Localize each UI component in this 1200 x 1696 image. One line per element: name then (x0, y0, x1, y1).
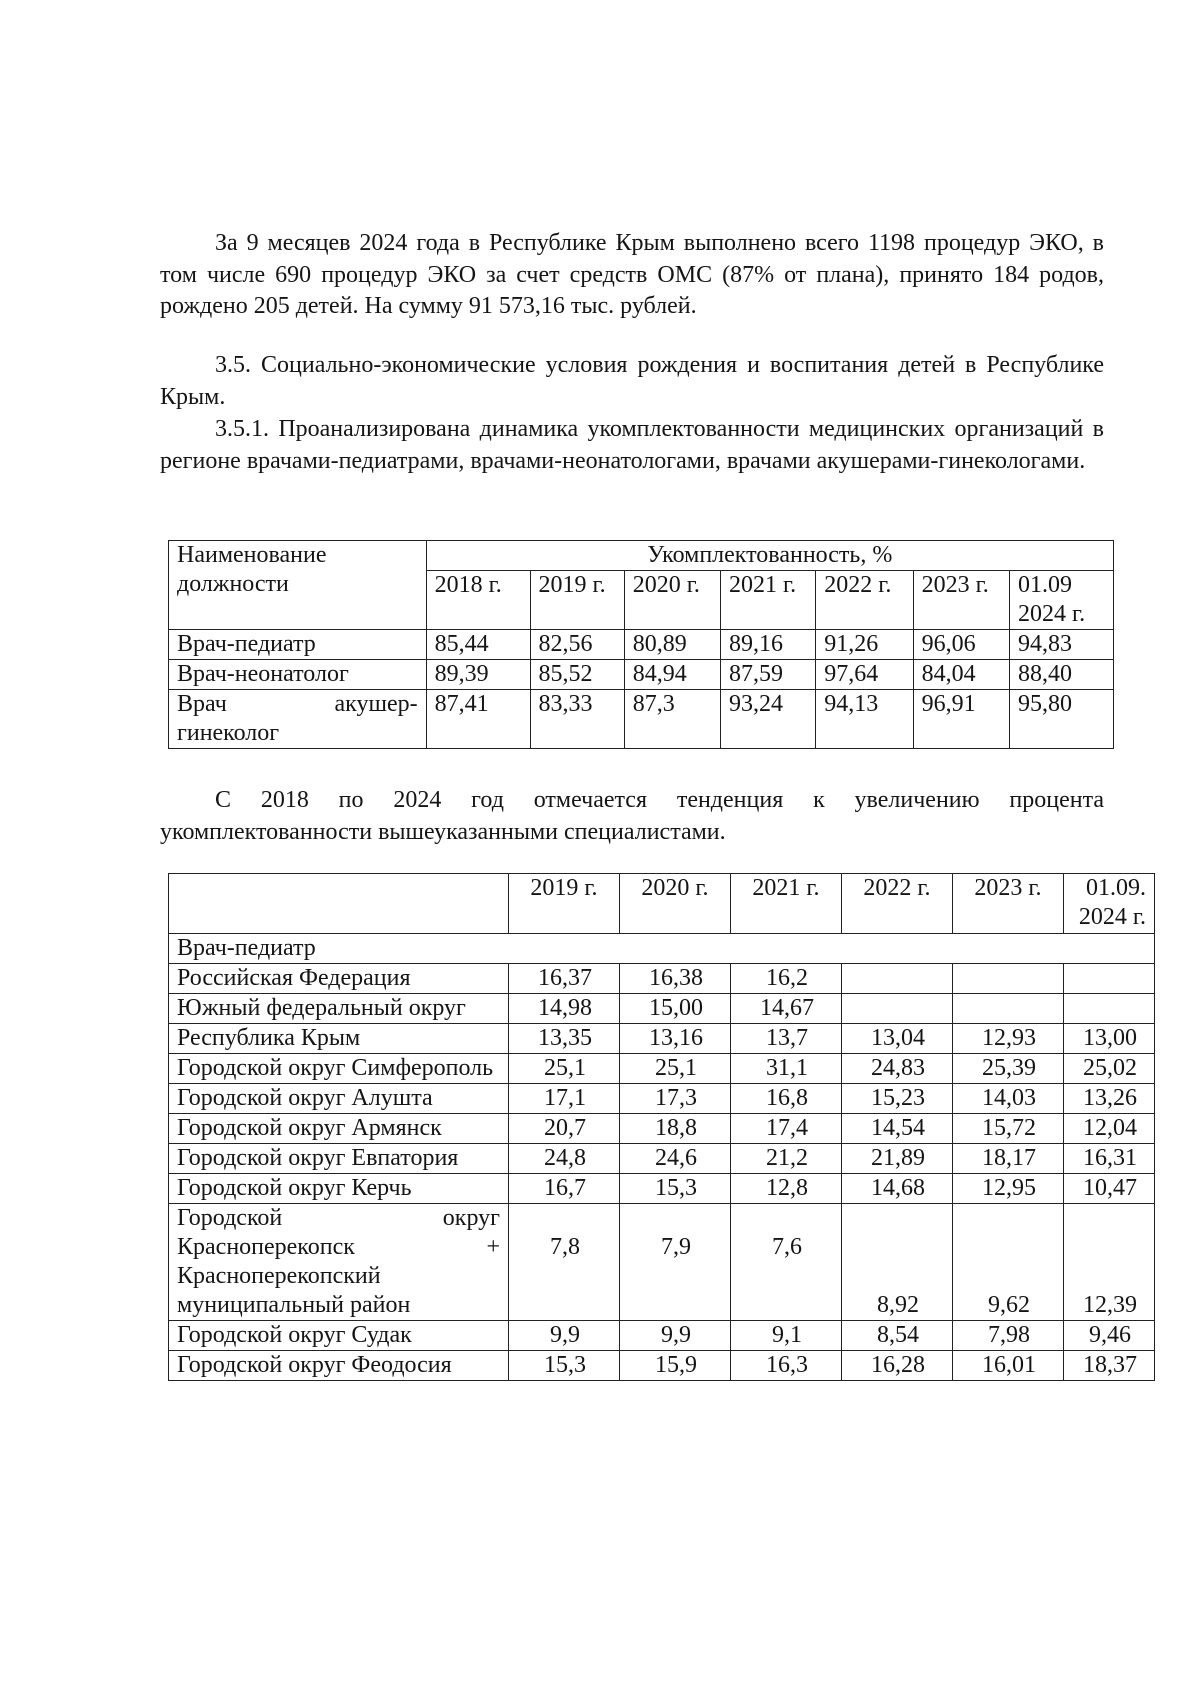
year-header: 2023 г. (953, 874, 1064, 934)
year-header: 2018 г. (426, 571, 530, 630)
cell-value: 25,1 (620, 1054, 731, 1084)
cell-value: 10,47 (1064, 1174, 1155, 1204)
cell-value (953, 964, 1064, 994)
row-name: Городской округ Армянск (169, 1114, 509, 1144)
cell-value: 9,9 (620, 1321, 731, 1351)
pediatrician-table (168, 873, 1155, 1381)
cell-value: 15,9 (620, 1351, 731, 1381)
row-name: Российская Федерация (169, 964, 509, 994)
cell-value: 15,23 (842, 1084, 953, 1114)
cell-value: 94,13 (816, 690, 913, 749)
cell-value: 95,80 (1010, 690, 1114, 749)
cell-value: 13,04 (842, 1024, 953, 1054)
cell-value: 84,94 (624, 660, 720, 690)
cell-value: 16,38 (620, 964, 731, 994)
year-header: 2021 г. (721, 571, 816, 630)
table-row (169, 630, 1114, 660)
cell-value: 9,1 (731, 1321, 842, 1351)
cell-value: 96,91 (913, 690, 1009, 749)
cell-value: 13,26 (1064, 1084, 1155, 1114)
cell-value: 16,8 (731, 1084, 842, 1114)
cell-value: 87,3 (624, 690, 720, 749)
cell-value (1064, 964, 1155, 994)
cell-value: 12,8 (731, 1174, 842, 1204)
cell-value: 24,8 (509, 1144, 620, 1174)
cell-value: 83,33 (530, 690, 624, 749)
paragraph-section-3-5-1: 3.5.1. Проанализирована динамика укомплектованности медицинских организаций в регионе врачами-педиатрами, врачами-неонатологами, врачами акушерами-гинекологами. (160, 416, 1104, 474)
cell-value: 87,41 (426, 690, 530, 749)
table-row (169, 1204, 1155, 1321)
table-row (169, 964, 1155, 994)
year-header: 01.09. 2024 г. (1064, 874, 1155, 934)
year-header: 2020 г. (620, 874, 731, 934)
cell-value: 16,37 (509, 964, 620, 994)
cell-value: 18,37 (1064, 1351, 1155, 1381)
row-name: Городской округ Красноперекопск + Красноперекопский муниципальный район (169, 1204, 509, 1321)
cell-value: 84,04 (913, 660, 1009, 690)
table-header-row (169, 874, 1155, 934)
cell-value: 15,3 (509, 1351, 620, 1381)
cell-value: 7,6 (731, 1204, 842, 1321)
cell-value: 8,54 (842, 1321, 953, 1351)
cell-value: 16,31 (1064, 1144, 1155, 1174)
cell-value: 93,24 (721, 690, 816, 749)
cell-value: 15,3 (620, 1174, 731, 1204)
cell-value: 7,8 (509, 1204, 620, 1321)
cell-value: 89,16 (721, 630, 816, 660)
table-row (169, 1321, 1155, 1351)
table-row (169, 1144, 1155, 1174)
cell-value: 12,95 (953, 1174, 1064, 1204)
cell-value: 25,02 (1064, 1054, 1155, 1084)
group-header-staffing: Укомплектованность, % (426, 541, 1113, 571)
cell-value: 17,3 (620, 1084, 731, 1114)
row-name: Республика Крым (169, 1024, 509, 1054)
row-name: Городской округ Керчь (169, 1174, 509, 1204)
table-header-row (169, 541, 1114, 571)
cell-value (842, 964, 953, 994)
paragraph-eko: За 9 месяцев 2024 года в Республике Крым выполнено всего 1198 процедур ЭКО, в том числе 690 процедур ЭКО за счет средств ОМС (87% от плана), принято 184 родов, рождено 205 детей. На сумму 91 573,16 тыс. рублей. (160, 230, 1104, 319)
year-header: 01.09 2024 г. (1010, 571, 1114, 630)
table-row (169, 690, 1114, 749)
cell-value: 16,28 (842, 1351, 953, 1381)
cell-value: 25,1 (509, 1054, 620, 1084)
cell-value (1064, 994, 1155, 1024)
year-header: 2023 г. (913, 571, 1009, 630)
cell-value: 13,00 (1064, 1024, 1155, 1054)
cell-value: 87,59 (721, 660, 816, 690)
row-name: Городской округ Евпатория (169, 1144, 509, 1174)
table-row (169, 1084, 1155, 1114)
cell-value: 14,54 (842, 1114, 953, 1144)
cell-value: 20,7 (509, 1114, 620, 1144)
cell-value: 21,89 (842, 1144, 953, 1174)
section-row (169, 934, 1155, 964)
year-header: 2021 г. (731, 874, 842, 934)
cell-value: 31,1 (731, 1054, 842, 1084)
row-name: Врач-неонатолог (169, 660, 427, 690)
paragraph-section-3-5: 3.5. Социально-экономические условия рождения и воспитания детей в Республике Крым. (160, 352, 1104, 410)
cell-value: 96,06 (913, 630, 1009, 660)
cell-value (953, 994, 1064, 1024)
cell-value: 12,39 (1064, 1204, 1155, 1321)
empty-header-cell (169, 874, 509, 934)
table-row (169, 1114, 1155, 1144)
cell-value: 18,8 (620, 1114, 731, 1144)
cell-value: 16,3 (731, 1351, 842, 1381)
row-name: Городской округ Судак (169, 1321, 509, 1351)
cell-value: 14,67 (731, 994, 842, 1024)
cell-value: 82,56 (530, 630, 624, 660)
year-header: 2019 г. (530, 571, 624, 630)
cell-value: 89,39 (426, 660, 530, 690)
cell-value: 7,98 (953, 1321, 1064, 1351)
table-row (169, 1024, 1155, 1054)
cell-value: 8,92 (842, 1204, 953, 1321)
cell-value: 9,62 (953, 1204, 1064, 1321)
cell-value: 15,72 (953, 1114, 1064, 1144)
staffing-table (168, 540, 1114, 749)
cell-value: 24,83 (842, 1054, 953, 1084)
cell-value: 21,2 (731, 1144, 842, 1174)
row-name: Врач акушер-гинеколог (169, 690, 427, 749)
cell-value: 97,64 (816, 660, 913, 690)
cell-value: 17,4 (731, 1114, 842, 1144)
col-header-position: Наименование должности (169, 541, 427, 630)
cell-value: 16,2 (731, 964, 842, 994)
year-header: 2020 г. (624, 571, 720, 630)
cell-value: 88,40 (1010, 660, 1114, 690)
year-header: 2022 г. (816, 571, 913, 630)
cell-value: 9,46 (1064, 1321, 1155, 1351)
cell-value: 14,98 (509, 994, 620, 1024)
year-header: 2022 г. (842, 874, 953, 934)
cell-value: 9,9 (509, 1321, 620, 1351)
row-name: Городской округ Алушта (169, 1084, 509, 1114)
paragraph-trend: С 2018 по 2024 год отмечается тенденция к увеличению процента укомплектованности вышеуказанными специалистами. (160, 787, 1104, 845)
row-name: Врач-педиатр (169, 630, 427, 660)
table-row (169, 660, 1114, 690)
cell-value: 18,17 (953, 1144, 1064, 1174)
cell-value: 13,35 (509, 1024, 620, 1054)
table-row (169, 1351, 1155, 1381)
cell-value: 25,39 (953, 1054, 1064, 1084)
cell-value (842, 994, 953, 1024)
row-name: Городской округ Симферополь (169, 1054, 509, 1084)
cell-value: 14,68 (842, 1174, 953, 1204)
cell-value: 80,89 (624, 630, 720, 660)
cell-value: 12,04 (1064, 1114, 1155, 1144)
section-label: Врач-педиатр (169, 934, 1155, 964)
row-name: Южный федеральный округ (169, 994, 509, 1024)
cell-value: 16,7 (509, 1174, 620, 1204)
cell-value: 13,16 (620, 1024, 731, 1054)
cell-value: 13,7 (731, 1024, 842, 1054)
cell-value: 14,03 (953, 1084, 1064, 1114)
cell-value: 91,26 (816, 630, 913, 660)
cell-value: 15,00 (620, 994, 731, 1024)
year-header: 2019 г. (509, 874, 620, 934)
cell-value: 17,1 (509, 1084, 620, 1114)
cell-value: 12,93 (953, 1024, 1064, 1054)
table-row (169, 1054, 1155, 1084)
table-row (169, 994, 1155, 1024)
cell-value: 94,83 (1010, 630, 1114, 660)
cell-value: 85,44 (426, 630, 530, 660)
cell-value: 85,52 (530, 660, 624, 690)
cell-value: 16,01 (953, 1351, 1064, 1381)
table-row (169, 1174, 1155, 1204)
row-name: Городской округ Феодосия (169, 1351, 509, 1381)
cell-value: 24,6 (620, 1144, 731, 1174)
cell-value: 7,9 (620, 1204, 731, 1321)
